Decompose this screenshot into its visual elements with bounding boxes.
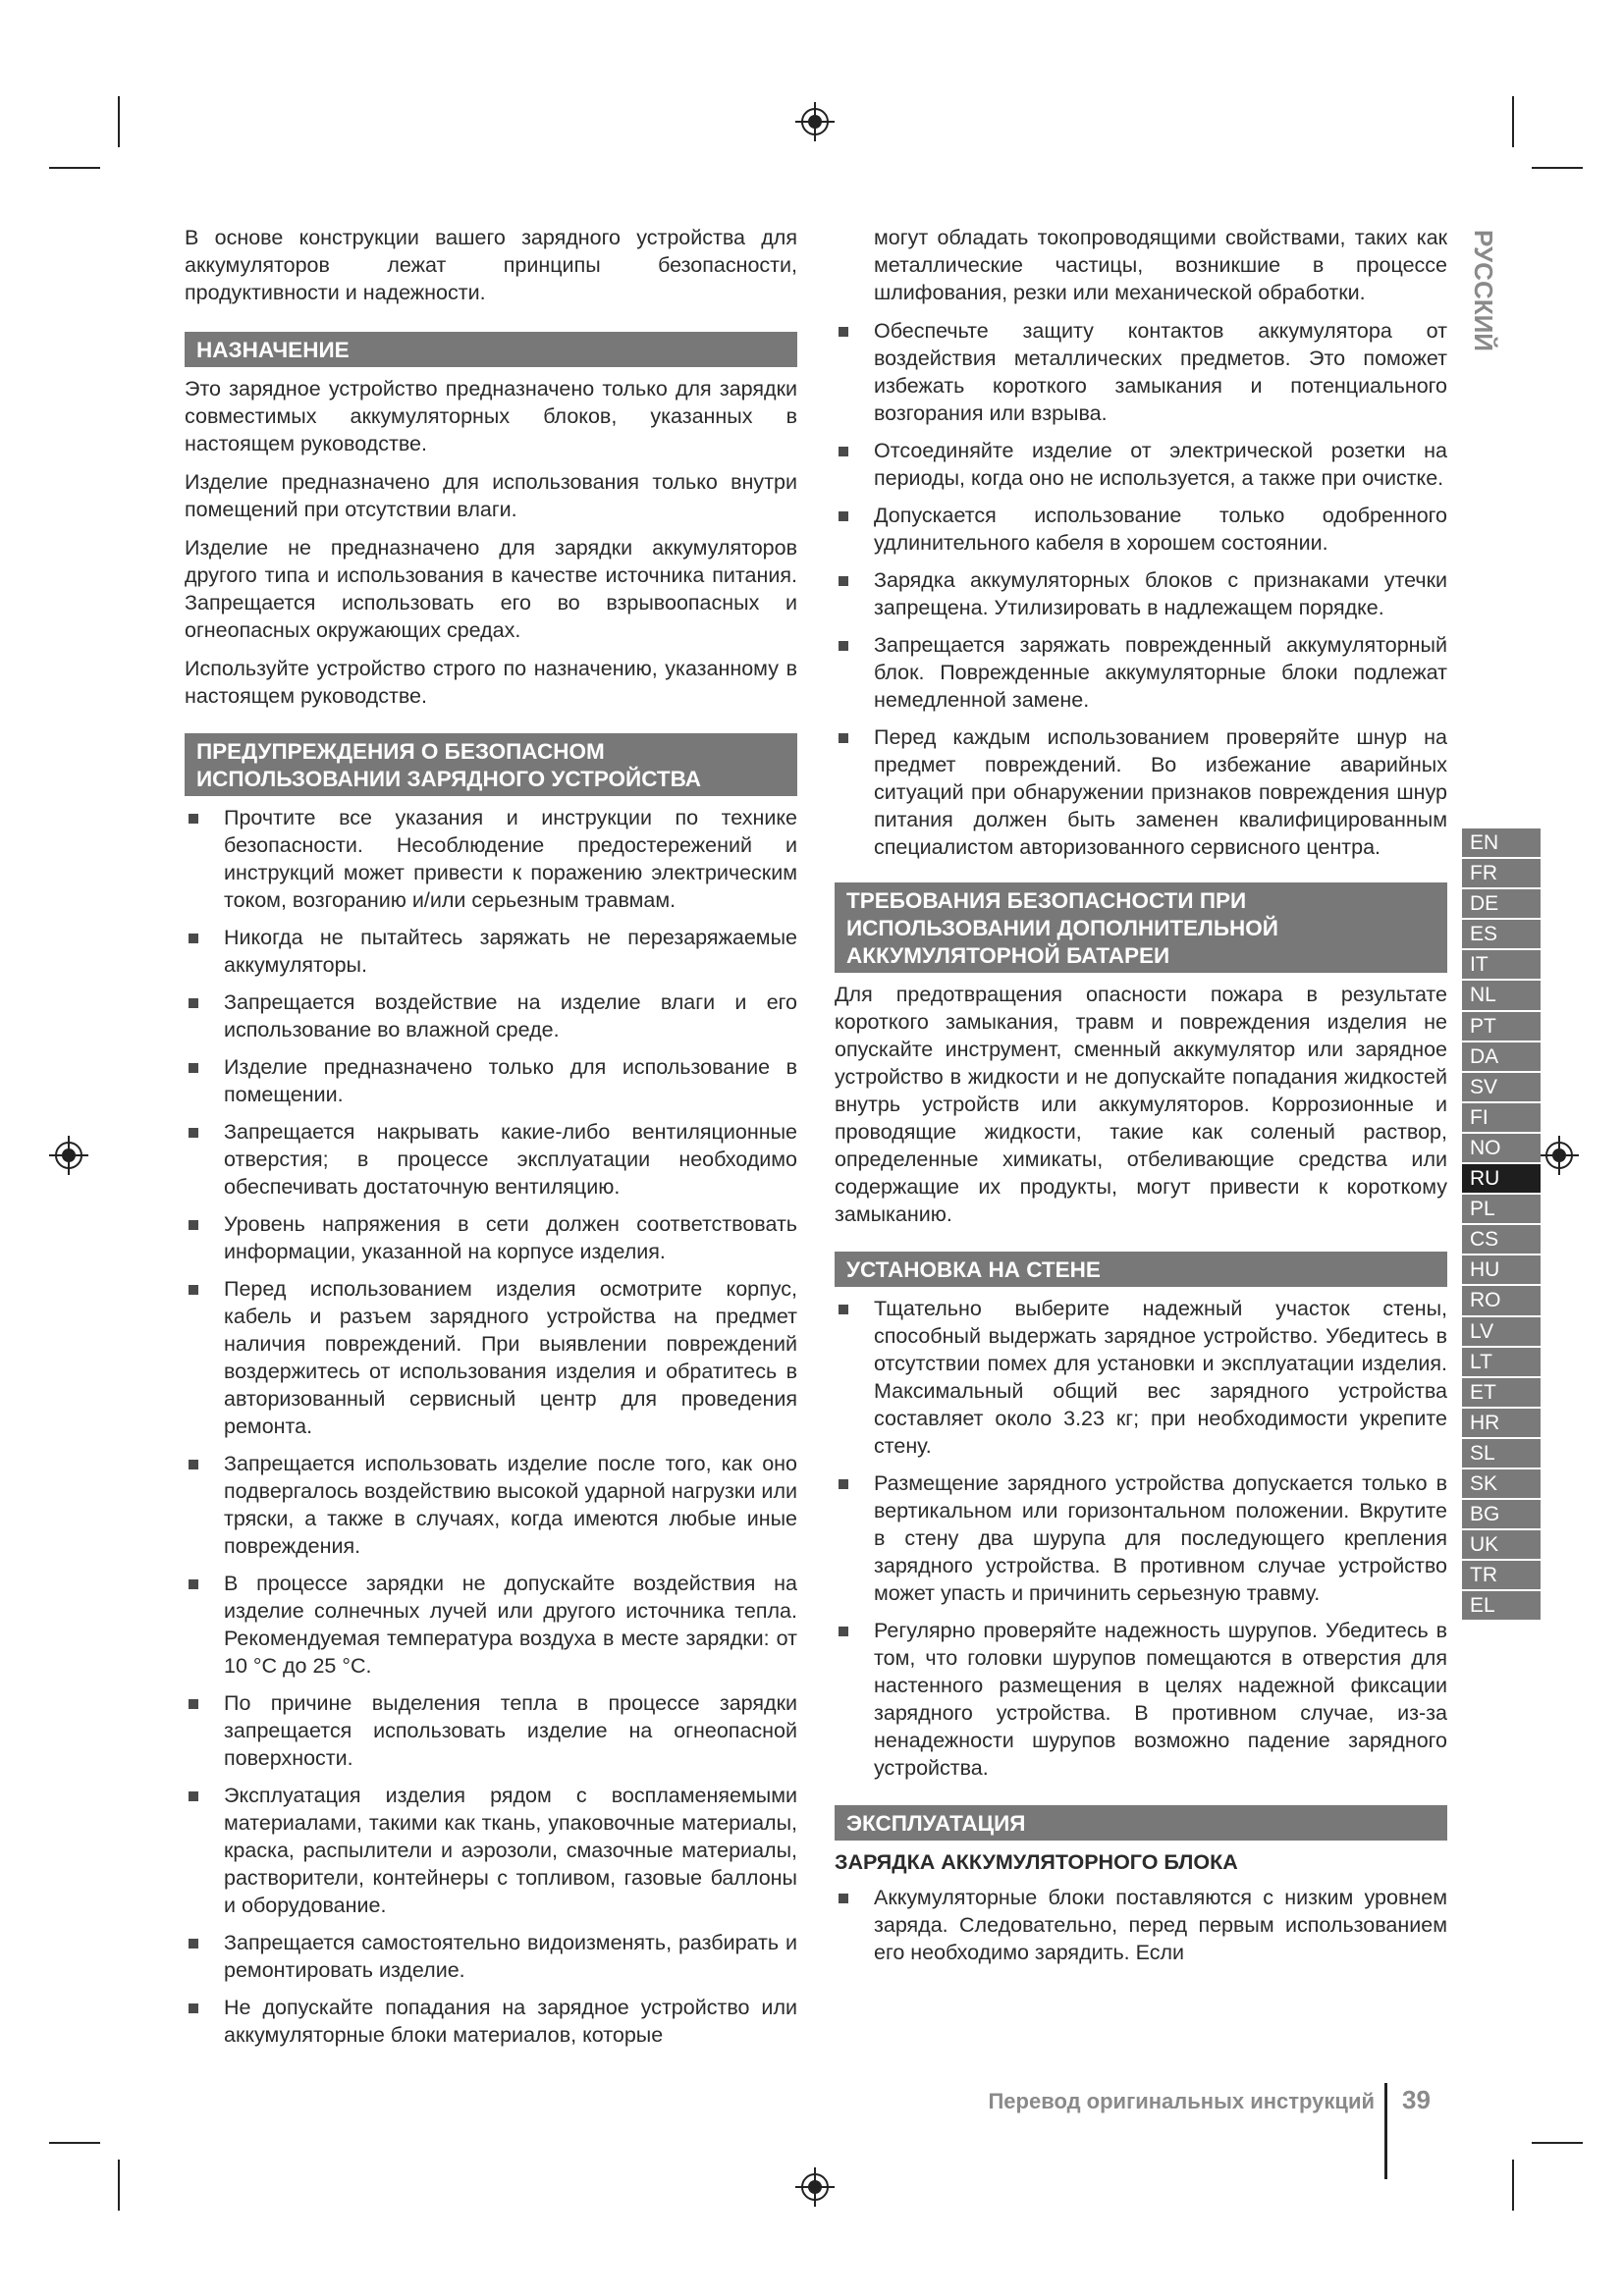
list-item-text: В процессе зарядки не допускайте воздействия на изделие солнечных лучей или другого источника тепла. Рекомендуемая температура воздуха в месте зарядки: от 10 °С до 25 °С.: [224, 1572, 797, 1678]
crop-mark: [118, 96, 120, 147]
purpose-paragraph: Используйте устройство строго по назначению, указанному в настоящем руководстве.: [185, 657, 797, 708]
registration-mark-icon: [793, 2165, 837, 2209]
language-tab-ro[interactable]: RO: [1462, 1286, 1541, 1314]
list-item-text: Перед каждым использованием проверяйте шнур на предмет повреждений. Во избежание аварийных ситуаций при обнаружении признаков повреждения шнур питания должен быть заменен квалифицированным специалистом авторизованного сервисного центра.: [874, 725, 1447, 859]
list-item: [185, 1929, 797, 1984]
list-item-text: Допускается использование только одобренного удлинительного кабеля в хорошем состоянии.: [874, 504, 1447, 555]
purpose-paragraph: Изделие предназначено для использования только внутри помещений при отсутствии влаги.: [185, 470, 797, 521]
crop-mark: [1512, 2160, 1514, 2211]
purpose-paragraph: Это зарядное устройство предназначено только для зарядки совместимых аккумуляторных блоков, указанных в настоящем руководстве.: [185, 377, 797, 455]
language-tab-lv[interactable]: LV: [1462, 1317, 1541, 1346]
list-item-text: Зарядка аккумуляторных блоков с признаками утечки запрещена. Утилизировать в надлежащем порядке.: [874, 568, 1447, 619]
list-item-text: Тщательно выберите надежный участок стены, способный выдержать зарядное устройство. Убедитесь в отсутствии помех для установки и эксплуатации изделия. Максимальный общий вес зарядного устройства составляет около 3.23 кг; при необходимости укрепите стену.: [874, 1297, 1447, 1458]
language-tab-nl[interactable]: NL: [1462, 981, 1541, 1009]
language-tab-ru[interactable]: RU: [1462, 1164, 1541, 1193]
language-tab-cs[interactable]: CS: [1462, 1225, 1541, 1254]
warnings-list: [185, 804, 797, 2049]
crop-mark: [49, 2142, 100, 2144]
crop-mark: [1512, 96, 1514, 147]
list-item-text: Отсоединяйте изделие от электрической розетки на периоды, когда оно не используется, а также при очистке.: [874, 439, 1447, 490]
language-tab-fi[interactable]: FI: [1462, 1103, 1541, 1132]
warnings-heading-line: ИСПОЛЬЗОВАНИИ ЗАРЯДНОГО УСТРОЙСТВА: [196, 767, 702, 791]
purpose-heading: НАЗНАЧЕНИЕ: [185, 332, 797, 367]
charging-subheading: ЗАРЯДКА АККУМУЛЯТОРНОГО БЛОКА: [835, 1850, 1238, 1874]
list-item-text: Никогда не пытайтесь заряжать не перезаряжаемые аккумуляторы.: [224, 926, 797, 977]
language-tab-en[interactable]: EN: [1462, 828, 1541, 857]
right-column: [835, 224, 1447, 1976]
bullet-icon: [189, 934, 198, 943]
list-item: [185, 924, 797, 979]
left-column: [185, 224, 797, 2058]
battery-safety-paragraph: Для предотвращения опасности пожара в результате короткого замыкания, травм и повреждения изделия не опускайте инструмент, сменный аккумулятор или зарядное устройство в жидкости и не допускайте попадания жидкостей внутрь устройств или аккумуляторов. Коррозионные и проводящие жидкости, такие как соленый раствор, определенные химикаты, отбеливающие средства или содержащие их продукты, могут привести к короткому замыканию.: [835, 983, 1447, 1226]
list-item-text: Регулярно проверяйте надежность шурупов. Убедитесь в том, что головки шурупов помещаются в отверстия для настенного размещения в целях надежной фиксации зарядного устройства. В противном случае, из-за ненадежности шурупов возможно падение зарядного устройства.: [874, 1619, 1447, 1780]
battery-safety-heading-line: АККУМУЛЯТОРНОЙ БАТАРЕИ: [846, 943, 1170, 968]
bullet-icon: [189, 1939, 198, 1949]
language-tab-hu[interactable]: HU: [1462, 1255, 1541, 1284]
bullet-icon: [189, 1128, 198, 1138]
list-item-text: Прочтите все указания и инструкции по технике безопасности. Несоблюдение предостережений и инструкций может привести к поражению электрическим током, возгоранию и/или серьезным травмам.: [224, 806, 797, 912]
list-item: [185, 1994, 797, 2049]
language-title-text: РУССКИЙ: [1469, 230, 1498, 351]
warnings-list-continued: [835, 317, 1447, 861]
language-tab-it[interactable]: IT: [1462, 950, 1541, 979]
list-item: [185, 1210, 797, 1265]
language-tab-el[interactable]: EL: [1462, 1591, 1541, 1620]
operation-heading: ЭКСПЛУАТАЦИЯ: [835, 1805, 1447, 1841]
list-item-text: Перед использованием изделия осмотрите корпус, кабель и разъем зарядного устройства на предмет наличия повреждений. При выявлении повреждений воздержитесь от использования изделия и обратитесь в авторизованный сервисный центр для проведения ремонта.: [224, 1277, 797, 1438]
language-tab-no[interactable]: NO: [1462, 1134, 1541, 1162]
list-item: [835, 566, 1447, 621]
list-item: [185, 1450, 797, 1560]
list-item: [835, 502, 1447, 557]
operation-list: [835, 1884, 1447, 1966]
language-tab-da[interactable]: DA: [1462, 1042, 1541, 1071]
language-tab-pl[interactable]: PL: [1462, 1195, 1541, 1223]
language-tab-sk[interactable]: SK: [1462, 1469, 1541, 1498]
bullet-icon: [839, 641, 848, 651]
list-item-text: Аккумуляторные блоки поставляются с низким уровнем заряда. Следовательно, перед первым использованием его необходимо зарядить. Если: [874, 1886, 1447, 1964]
crop-mark: [49, 167, 100, 169]
list-item: [835, 723, 1447, 861]
bullet-icon: [839, 576, 848, 586]
footer-divider: [1384, 2083, 1387, 2179]
warnings-heading-line: ПРЕДУПРЕЖДЕНИЯ О БЕЗОПАСНОМ: [196, 739, 605, 764]
list-item-text: Запрещается самостоятельно видоизменять, разбирать и ремонтировать изделие.: [224, 1931, 797, 1982]
battery-safety-heading: [835, 882, 1447, 973]
language-tab-tr[interactable]: TR: [1462, 1561, 1541, 1589]
bullet-icon: [189, 1791, 198, 1801]
purpose-paragraph: Изделие не предназначено для зарядки аккумуляторов другого типа и использования в качестве источника питания. Запрещается использовать его во взрывоопасных и огнеопасных окружающих средах.: [185, 536, 797, 642]
language-tab-bg[interactable]: BG: [1462, 1500, 1541, 1528]
warnings-heading: [185, 733, 797, 796]
list-item-text: Уровень напряжения в сети должен соответствовать информации, указанной на корпусе изделия.: [224, 1212, 797, 1263]
battery-safety-heading-line: ИСПОЛЬЗОВАНИИ ДОПОЛНИТЕЛЬНОЙ: [846, 916, 1278, 940]
registration-mark-icon: [1538, 1134, 1581, 1177]
bullet-icon: [839, 511, 848, 521]
list-item: [835, 631, 1447, 714]
list-item: [185, 1782, 797, 1919]
language-tabs: [1462, 828, 1541, 1622]
bullet-icon: [189, 998, 198, 1008]
crop-mark: [1532, 167, 1583, 169]
language-tab-de[interactable]: DE: [1462, 889, 1541, 918]
language-tab-et[interactable]: ET: [1462, 1378, 1541, 1407]
bullet-icon: [189, 1063, 198, 1073]
list-item: [185, 1689, 797, 1772]
bullet-icon: [189, 814, 198, 824]
registration-mark-icon: [47, 1134, 90, 1177]
list-item: [185, 1275, 797, 1440]
list-item: [835, 1617, 1447, 1782]
list-item: [835, 1295, 1447, 1460]
bullet-icon: [189, 1579, 198, 1589]
wall-mount-heading: УСТАНОВКА НА СТЕНЕ: [835, 1252, 1447, 1287]
bullet-icon: [839, 327, 848, 337]
list-item: [185, 1570, 797, 1680]
language-tab-fr[interactable]: FR: [1462, 859, 1541, 887]
footer-text: Перевод оригинальных инструкций: [988, 2089, 1375, 2113]
bullet-icon: [839, 1627, 848, 1636]
language-tab-pt[interactable]: PT: [1462, 1012, 1541, 1041]
list-item: [185, 988, 797, 1043]
bullet-icon: [839, 1305, 848, 1314]
list-item-text: Изделие предназначено только для использование в помещении.: [224, 1055, 797, 1106]
language-tab-es[interactable]: ES: [1462, 920, 1541, 948]
list-item-text: Не допускайте попадания на зарядное устройство или аккумуляторные блоки материалов, которые: [224, 1996, 797, 2047]
language-tab-hr[interactable]: HR: [1462, 1409, 1541, 1437]
crop-mark: [1532, 2142, 1583, 2144]
bullet-icon: [189, 1220, 198, 1230]
continuation-paragraph: могут обладать токопроводящими свойствами, таких как металлические частицы, возникшие в процессе шлифования, резки или механической обработки.: [874, 226, 1447, 304]
list-item-text: Эксплуатация изделия рядом с воспламеняемыми материалами, такими как ткань, упаковочные материалы, краска, распылители и аэрозоли, смазочные материалы, растворители, контейнеры с топливом, газовые баллоны и оборудование.: [224, 1784, 797, 1917]
bullet-icon: [839, 447, 848, 456]
bullet-icon: [189, 1699, 198, 1709]
language-tab-lt[interactable]: LT: [1462, 1348, 1541, 1376]
list-item: [835, 1884, 1447, 1966]
battery-safety-heading-line: ТРЕБОВАНИЯ БЕЗОПАСНОСТИ ПРИ: [846, 888, 1247, 913]
bullet-icon: [189, 1285, 198, 1295]
list-item-text: Обеспечьте защиту контактов аккумулятора от воздействия металлических предметов. Это поможет избежать короткого замыкания и потенциального возгорания или взрыва.: [874, 319, 1447, 425]
page-number: 39: [1402, 2085, 1431, 2114]
bullet-icon: [189, 1460, 198, 1469]
list-item-text: Запрещается использовать изделие после того, как оно подвергалось воздействию высокой ударной нагрузки или тряски, а также в случаях, когда имеются любые иные повреждения.: [224, 1452, 797, 1558]
language-tab-sv[interactable]: SV: [1462, 1073, 1541, 1101]
list-item-text: Запрещается заряжать поврежденный аккумуляторный блок. Поврежденные аккумуляторные блоки подлежат немедленной замене.: [874, 633, 1447, 712]
list-item-text: Размещение зарядного устройства допускается только в вертикальном или горизонтальном положении. Вкрутите в стену два шурупа для последующего крепления зарядного устройства. В противном случае устройство может упасть и причинить серьезную травму.: [874, 1471, 1447, 1605]
list-item-text: Запрещается накрывать какие-либо вентиляционные отверстия; в процессе эксплуатации необходимо обеспечивать достаточную вентиляцию.: [224, 1120, 797, 1199]
wall-mount-list: [835, 1295, 1447, 1782]
registration-mark-icon: [793, 100, 837, 143]
list-item: [835, 437, 1447, 492]
intro-paragraph: В основе конструкции вашего зарядного устройства для аккумуляторов лежат принципы безопасности, продуктивности и надежности.: [185, 226, 797, 304]
list-item: [835, 317, 1447, 427]
list-item-text: По причине выделения тепла в процессе зарядки запрещается использовать изделие на огнеопасной поверхности.: [224, 1691, 797, 1770]
crop-mark: [118, 2160, 120, 2211]
list-item-text: Запрещается воздействие на изделие влаги и его использование во влажной среде.: [224, 990, 797, 1041]
list-item: [185, 1053, 797, 1108]
list-item: [185, 804, 797, 914]
list-item: [835, 1469, 1447, 1607]
bullet-icon: [189, 2003, 198, 2013]
bullet-icon: [839, 733, 848, 743]
language-title: [1461, 226, 1500, 402]
language-tab-uk[interactable]: UK: [1462, 1530, 1541, 1559]
bullet-icon: [839, 1479, 848, 1489]
bullet-icon: [839, 1894, 848, 1903]
language-tab-sl[interactable]: SL: [1462, 1439, 1541, 1468]
list-item: [185, 1118, 797, 1201]
